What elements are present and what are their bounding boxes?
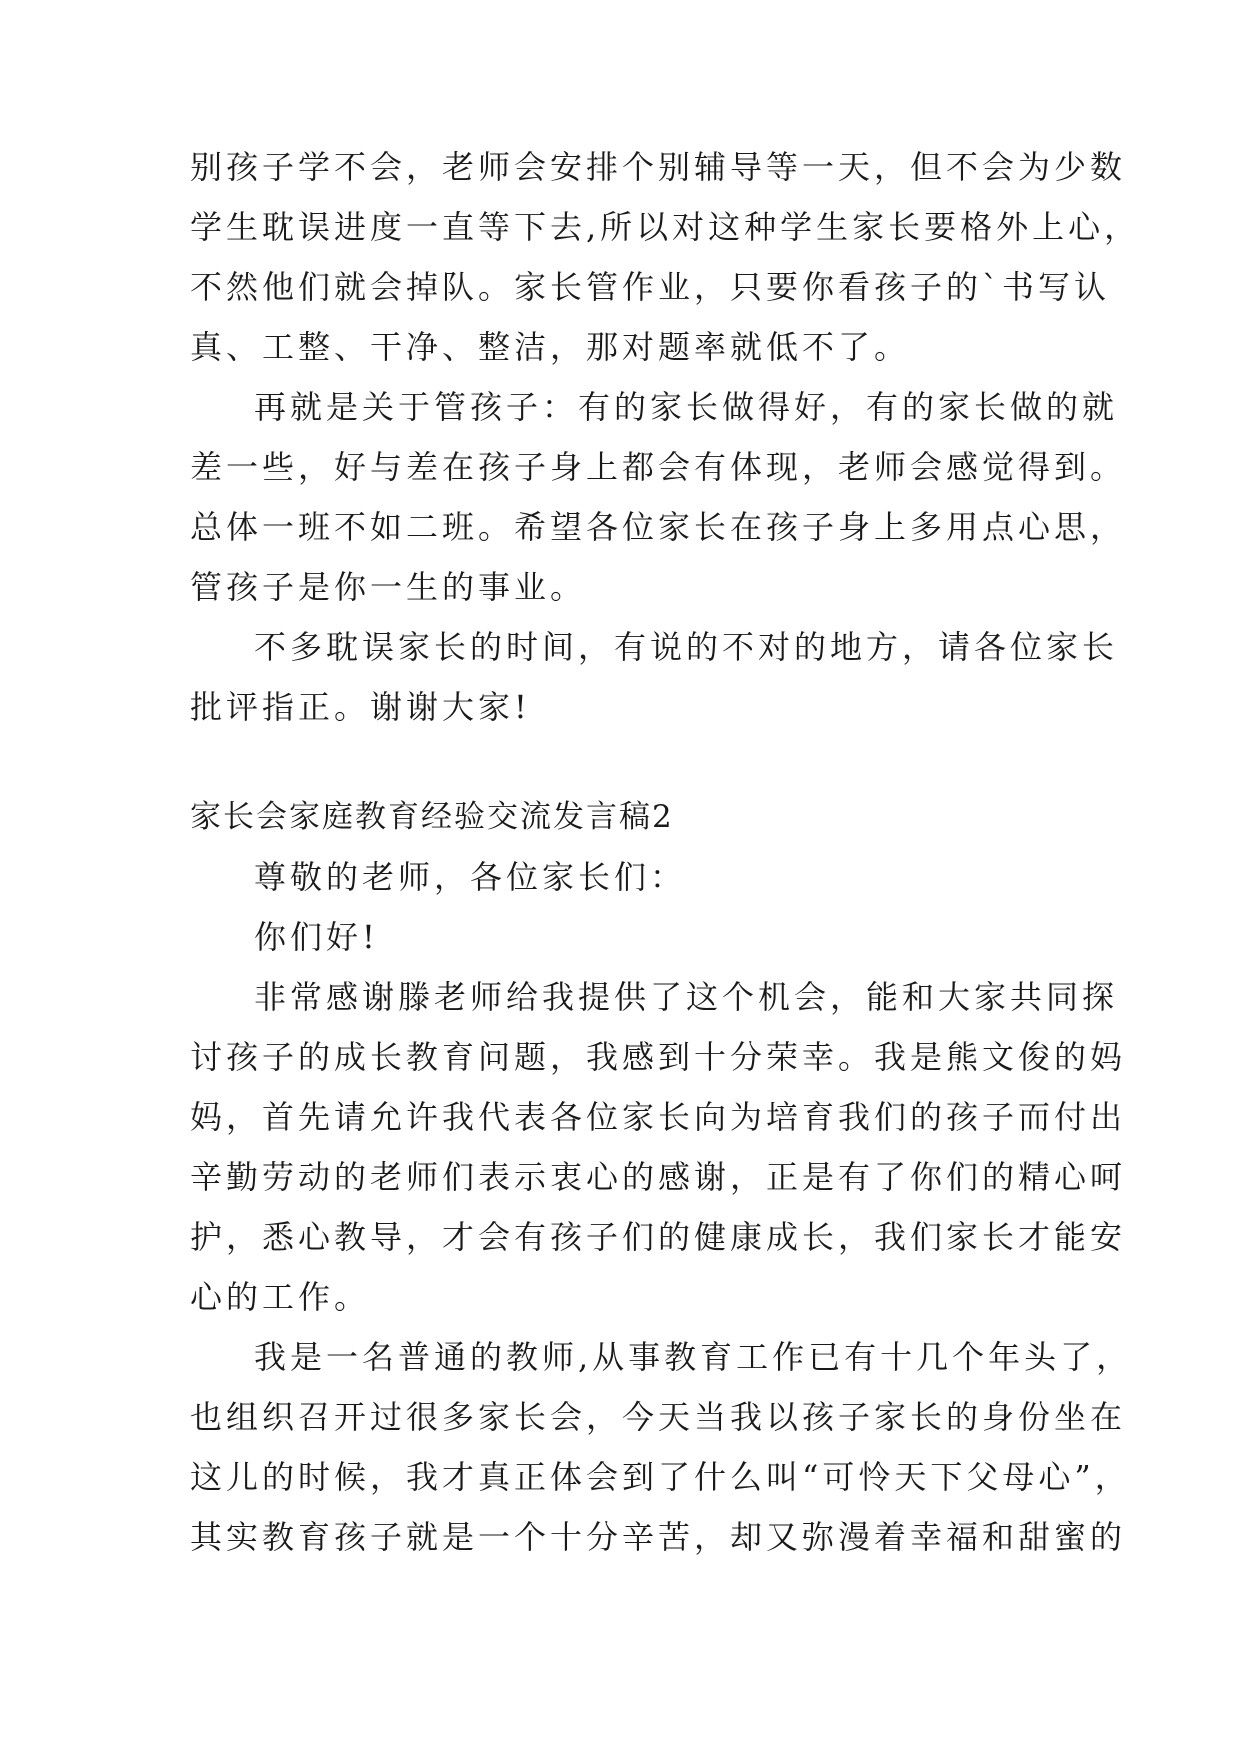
- text-line: 这儿的时候，我才真正体会到了什么叫“可怜天下父母心”，: [190, 1458, 1131, 1496]
- text-line: 心的工作。: [190, 1278, 371, 1316]
- text-line: 其实教育孩子就是一个十分辛苦，却又弥漫着幸福和甜蜜的: [190, 1518, 1127, 1556]
- text-line: 也组织召开过很多家长会，今天当我以孩子家长的身份坐在: [190, 1398, 1127, 1436]
- text-line: 不然他们就会掉队。家长管作业，只要你看孩子的`书写认: [190, 268, 1111, 306]
- text-line: 差一些，好与差在孩子身上都会有体现，老师会感觉得到。: [190, 448, 1127, 486]
- text-line: 学生耽误进度一直等下去,所以对这种学生家长要格外上心，: [190, 208, 1141, 246]
- section-heading: 家长会家庭教育经验交流发言稿2: [190, 799, 674, 835]
- text-line: 批评指正。谢谢大家!: [190, 688, 531, 726]
- text-line: 再就是关于管孩子：有的家长做得好，有的家长做的就: [254, 388, 1119, 426]
- text-line: 护，悉心教导，才会有孩子们的健康成长，我们家长才能安: [190, 1218, 1127, 1256]
- text-line: 讨孩子的成长教育问题，我感到十分荣幸。我是熊文俊的妈: [190, 1038, 1127, 1076]
- text-line: 真、工整、干净、整洁，那对题率就低不了。: [190, 328, 911, 366]
- text-line: 我是一名普通的教师,从事教育工作已有十几个年头了，: [254, 1338, 1133, 1376]
- text-line: 辛勤劳动的老师们表示衷心的感谢，正是有了你们的精心呵: [190, 1158, 1127, 1196]
- text-line: 你们好!: [254, 918, 379, 956]
- text-line: 非常感谢滕老师给我提供了这个机会，能和大家共同探: [254, 978, 1119, 1016]
- text-line: 别孩子学不会，老师会安排个别辅导等一天，但不会为少数: [190, 148, 1127, 186]
- text-line: 不多耽误家长的时间，有说的不对的地方，请各位家长: [254, 628, 1119, 666]
- text-line: 妈，首先请允许我代表各位家长向为培育我们的孩子而付出: [190, 1098, 1127, 1136]
- text-line: 管孩子是你一生的事业。: [190, 568, 587, 606]
- text-line: 尊敬的老师，各位家长们：: [254, 858, 687, 896]
- text-line: 总体一班不如二班。希望各位家长在孩子身上多用点心思，: [190, 508, 1127, 546]
